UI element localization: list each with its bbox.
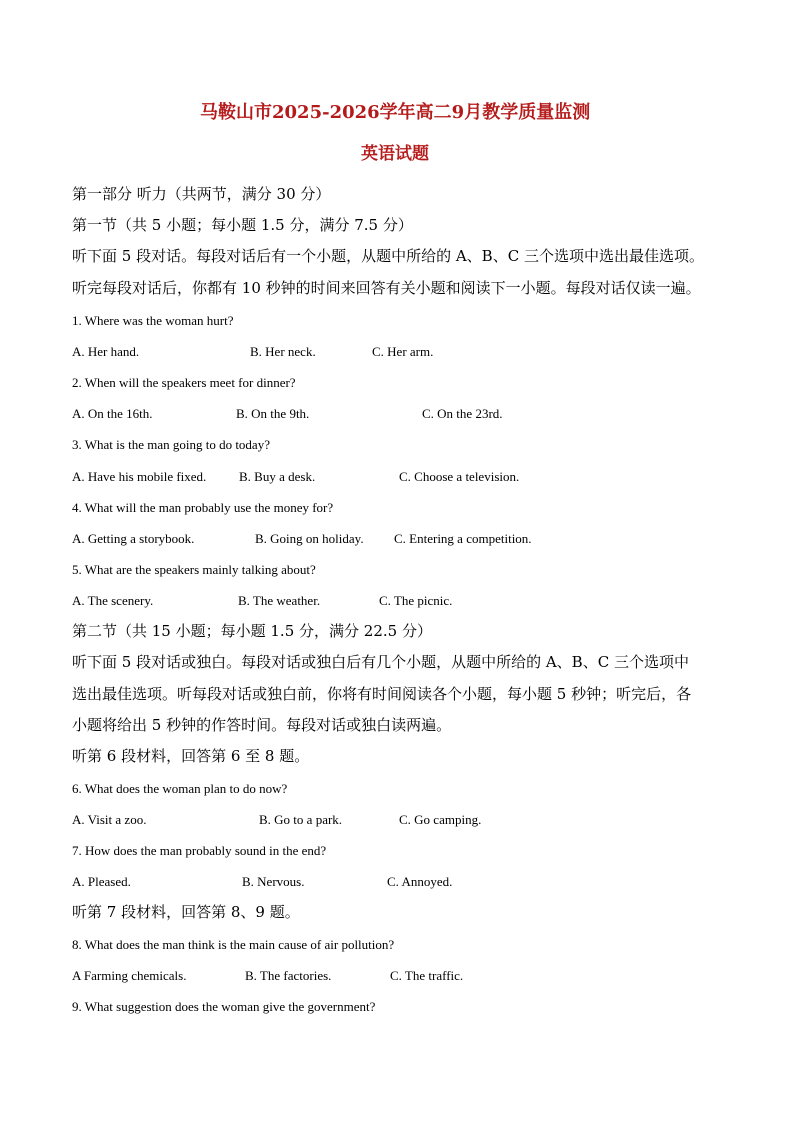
question-7-option-c: C. Annoyed. <box>387 874 453 889</box>
question-7-stem: 7. How does the man probably sound in the end? <box>72 843 327 858</box>
material-7-heading: 听第 7 段材料，回答第 8、9 题。 <box>72 903 300 921</box>
question-2-option-c: C. On the 23rd. <box>422 406 503 421</box>
question-2-option-b: B. On the 9th. <box>236 406 310 421</box>
section1-instruction-line1: 听下面 5 段对话。每段对话后有一个小题，从题中所给的 A、B、C 三个选项中选出最佳选项。 <box>72 247 704 265</box>
question-5-option-a: A. The scenery. <box>72 593 154 608</box>
question-5-option-b: B. The weather. <box>238 593 321 608</box>
question-1-stem: 1. Where was the woman hurt? <box>72 313 234 328</box>
question-4-option-c: C. Entering a competition. <box>394 531 532 546</box>
material-6-heading: 听第 6 段材料，回答第 6 至 8 题。 <box>72 747 310 765</box>
section2-instruction-line2: 选出最佳选项。听每段对话或独白前，你将有时间阅读各个小题，每小题 5 秒钟；听完后，各 <box>72 685 692 703</box>
question-5-option-c: C. The picnic. <box>379 593 453 608</box>
section2-instruction-line1: 听下面 5 段对话或独白。每段对话或独白后有几个小题，从题中所给的 A、B、C 三个选项中 <box>72 653 689 671</box>
question-5-stem: 5. What are the speakers mainly talking about? <box>72 562 316 577</box>
question-7-option-b: B. Nervous. <box>242 874 305 889</box>
question-3-option-c: C. Choose a television. <box>399 469 520 484</box>
question-2-option-a: A. On the 16th. <box>72 406 153 421</box>
question-1-option-c: C. Her arm. <box>372 344 434 359</box>
exam-title: 马鞍山市2025-2026学年高二9月教学质量监测 <box>200 102 591 123</box>
question-2-stem: 2. When will the speakers meet for dinner? <box>72 375 296 390</box>
question-1-option-b: B. Her neck. <box>250 344 316 359</box>
question-8-option-c: C. The traffic. <box>390 968 464 983</box>
question-6-stem: 6. What does the woman plan to do now? <box>72 781 288 796</box>
question-3-option-b: B. Buy a desk. <box>239 469 316 484</box>
question-4-option-a: A. Getting a storybook. <box>72 531 195 546</box>
section1-heading: 第一节（共 5 小题；每小题 1.5 分，满分 7.5 分） <box>72 216 413 234</box>
question-7-option-a: A. Pleased. <box>72 874 131 889</box>
question-6-option-c: C. Go camping. <box>399 812 482 827</box>
part1-heading: 第一部分 听力（共两节，满分 30 分） <box>72 185 331 203</box>
question-4-option-b: B. Going on holiday. <box>255 531 364 546</box>
section2-heading: 第二节（共 15 小题；每小题 1.5 分，满分 22.5 分） <box>72 622 432 640</box>
question-3-option-a: A. Have his mobile fixed. <box>72 469 207 484</box>
question-8-option-a: A Farming chemicals. <box>72 968 187 983</box>
question-6-option-b: B. Go to a park. <box>259 812 343 827</box>
question-8-option-b: B. The factories. <box>245 968 332 983</box>
question-8-stem: 8. What does the man think is the main cause of air pollution? <box>72 937 395 952</box>
question-9-stem: 9. What suggestion does the woman give the government? <box>72 999 376 1014</box>
section2-instruction-line3: 小题将给出 5 秒钟的作答时间。每段对话或独白读两遍。 <box>72 716 452 734</box>
question-6-option-a: A. Visit a zoo. <box>72 812 147 827</box>
section1-instruction-line2: 听完每段对话后，你都有 10 秒钟的时间来回答有关小题和阅读下一小题。每段对话仅读一遍。 <box>72 279 701 297</box>
question-4-stem: 4. What will the man probably use the money for? <box>72 500 334 515</box>
question-1-option-a: A. Her hand. <box>72 344 140 359</box>
exam-subtitle: 英语试题 <box>361 144 429 164</box>
question-3-stem: 3. What is the man going to do today? <box>72 437 270 452</box>
